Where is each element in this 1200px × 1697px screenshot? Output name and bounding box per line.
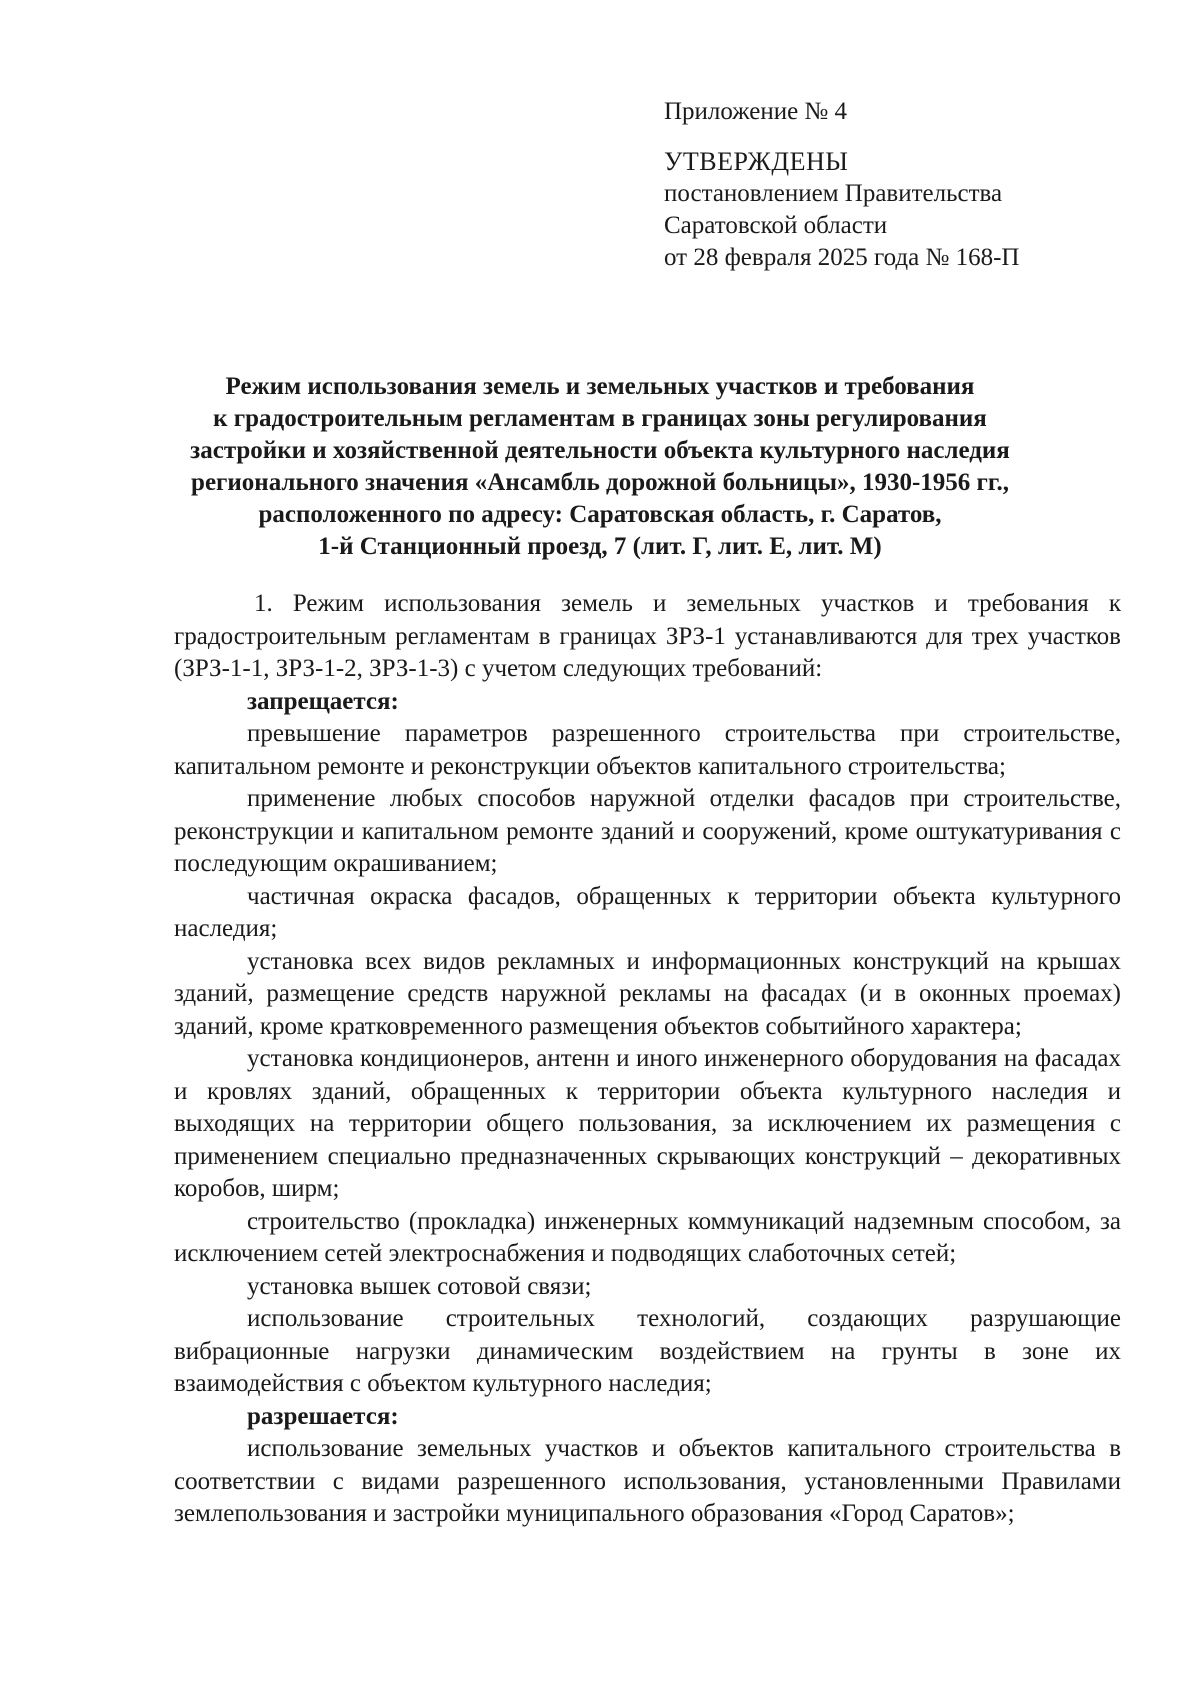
approval-line: постановлением Правительства (664, 180, 1003, 207)
document-title (140, 371, 1060, 563)
prohibited-item: строительство (прокладка) инженерных коммуникаций надземным способом, за исключением сетей электроснабжения и подводящих слаботочных сетей; (174, 1207, 1121, 1267)
approval-header (664, 96, 1134, 274)
allowed-heading: разрешается: (247, 1402, 399, 1430)
prohibited-item: установка вышек сотовой связи; (247, 1272, 592, 1300)
prohibited-item: установка кондиционеров, антенн и иного инженерного оборудования на фасадах и кровлях зданий, обращенных к территории объекта культурного наследия и выходящих на территории общего пользования, за исключением их размещения с применением специально предназначенных скрывающих конструкций – декоративных коробов, ширм; (174, 1045, 1121, 1202)
prohibited-heading: запрещается: (247, 687, 399, 715)
title-line: к градостроительным регламентам в границах зоны регулирования (213, 405, 987, 432)
prohibited-item: установка всех видов рекламных и информационных конструкций на крышах зданий, размещение средств наружной рекламы на фасадах (и в оконных проемах) зданий, кроме кратковременного размещения объектов событийного характера; (174, 947, 1121, 1040)
prohibited-item: применение любых способов наружной отделки фасадов при строительстве, реконструкции и капитальном ремонте зданий и сооружений, кроме оштукатуривания с последующим окрашиванием; (174, 785, 1121, 877)
approval-line: Саратовской области (664, 212, 888, 239)
approved-label: УТВЕРЖДЕНЫ (664, 147, 849, 176)
title-line: 1-й Станционный проезд, 7 (лит. Г, лит. Е, лит. М) (318, 533, 882, 560)
title-line: расположенного по адресу: Саратовская область, г. Саратов, (258, 501, 942, 528)
intro-paragraph: 1. Режим использования земель и земельных участков и требования к градостроительным регламентам в границах ЗРЗ-1 устанавливаются для трех участков (ЗРЗ-1-1, ЗРЗ-1-2, ЗРЗ-1-3) с учетом следующих требований: (174, 590, 1121, 682)
prohibited-item: использование строительных технологий, создающих разрушающие вибрационные нагрузки динамическим воздействием на грунты в зоне их взаимодействия с объектом культурного наследия; (174, 1305, 1121, 1397)
approval-line: от 28 февраля 2025 года № 168-П (664, 244, 1020, 271)
appendix-number: Приложение № 4 (664, 98, 848, 125)
title-line: застройки и хозяйственной деятельности объекта культурного наследия (190, 437, 1010, 464)
allowed-item: использование земельных участков и объектов капитального строительства в соответствии с видами разрешенного использования, установленными Правилами землепользования и застройки муниципального образования «Город Саратов»; (174, 1435, 1121, 1527)
title-line: регионального значения «Ансамбль дорожной больницы», 1930-1956 гг., (191, 469, 1009, 496)
prohibited-item: частичная окраска фасадов, обращенных к территории объекта культурного наследия; (174, 882, 1121, 942)
prohibited-item: превышение параметров разрешенного строительства при строительстве, капитальном ремонте и реконструкции объектов капитального строительства; (174, 720, 1121, 780)
title-line: Режим использования земель и земельных участков и требования (225, 373, 975, 400)
document-body (174, 588, 1121, 1531)
